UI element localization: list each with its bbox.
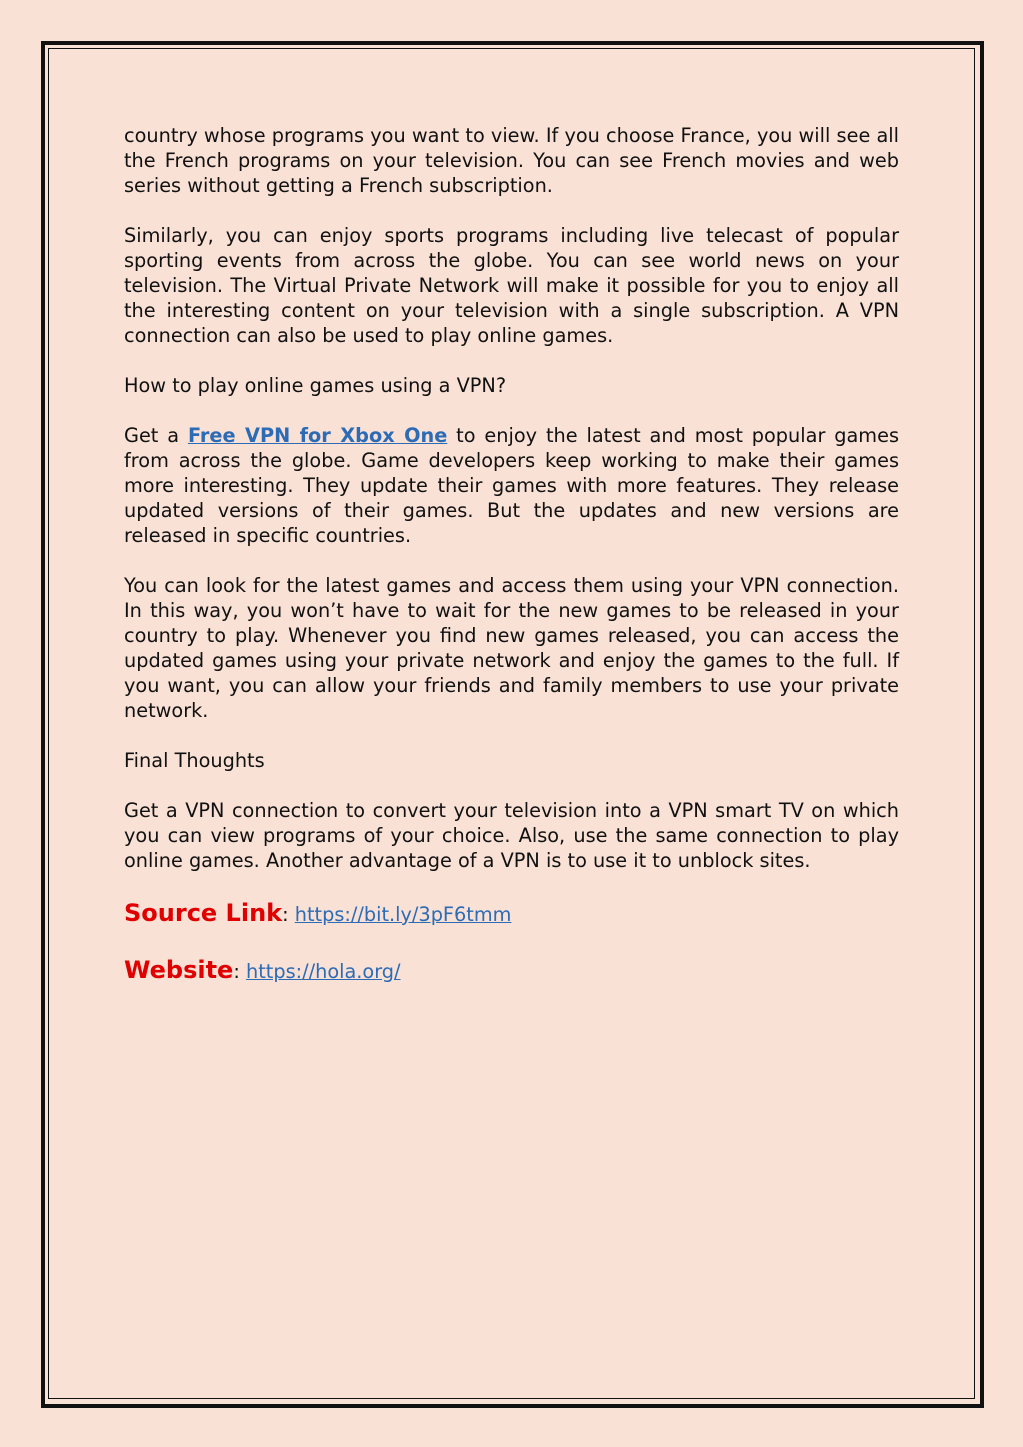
- source-link-label: Source Link: [124, 899, 283, 927]
- paragraph-country-programs: country whose programs you want to view. If you choose France, you will see all the French programs on your television. You can see French movies and web series without getting a French subscription.: [124, 124, 899, 197]
- free-vpn-xbox-link[interactable]: Free VPN for Xbox One: [187, 424, 448, 447]
- paragraph-free-vpn-xbox: [124, 423, 899, 548]
- website-label: Website: [124, 956, 234, 984]
- paragraph-latest-games: You can look for the latest games and access them using your VPN connection. In this way, you won’t have to wait for the new games to be released in your country to play. Whenever you find new games released, you can access the updated games using your private network and enjoy the games to the full. If you want, you can allow your friends and family members to use your private network.: [124, 574, 899, 722]
- paragraph-text-after-link: to enjoy the latest and most popular games from across the globe. Game developers keep working to make their games more interesting. They update their games with more features. They release updated versions of their games. But the updates and new versions are released in specific countries.: [124, 424, 899, 547]
- paragraph-conclusion: Get a VPN connection to convert your television into a VPN smart TV on which you can view programs of your choice. Also, use the same connection to play online games. Another advantage of a VPN is to use it to unblock sites.: [124, 799, 899, 872]
- website-url[interactable]: https://hola.org/: [245, 960, 401, 983]
- document-body: [124, 123, 899, 1012]
- paragraph-text-before-link: Get a: [124, 424, 188, 447]
- website-line: [124, 955, 899, 987]
- heading-final-thoughts: Final Thoughts: [124, 749, 265, 772]
- website-colon: :: [233, 960, 240, 983]
- source-link-line: [124, 898, 899, 930]
- heading-online-games: How to play online games using a VPN?: [124, 374, 507, 397]
- source-link-url[interactable]: https://bit.ly/3pF6tmm: [294, 903, 512, 926]
- source-link-colon: :: [282, 903, 289, 926]
- paragraph-sports-programs: Similarly, you can enjoy sports programs including live telecast of popular sporting events from across the globe. You can see world news on your television. The Virtual Private Network will make it possible for you to enjoy all the interesting content on your television with a single subscription. A VPN connection can also be used to play online games.: [124, 224, 899, 347]
